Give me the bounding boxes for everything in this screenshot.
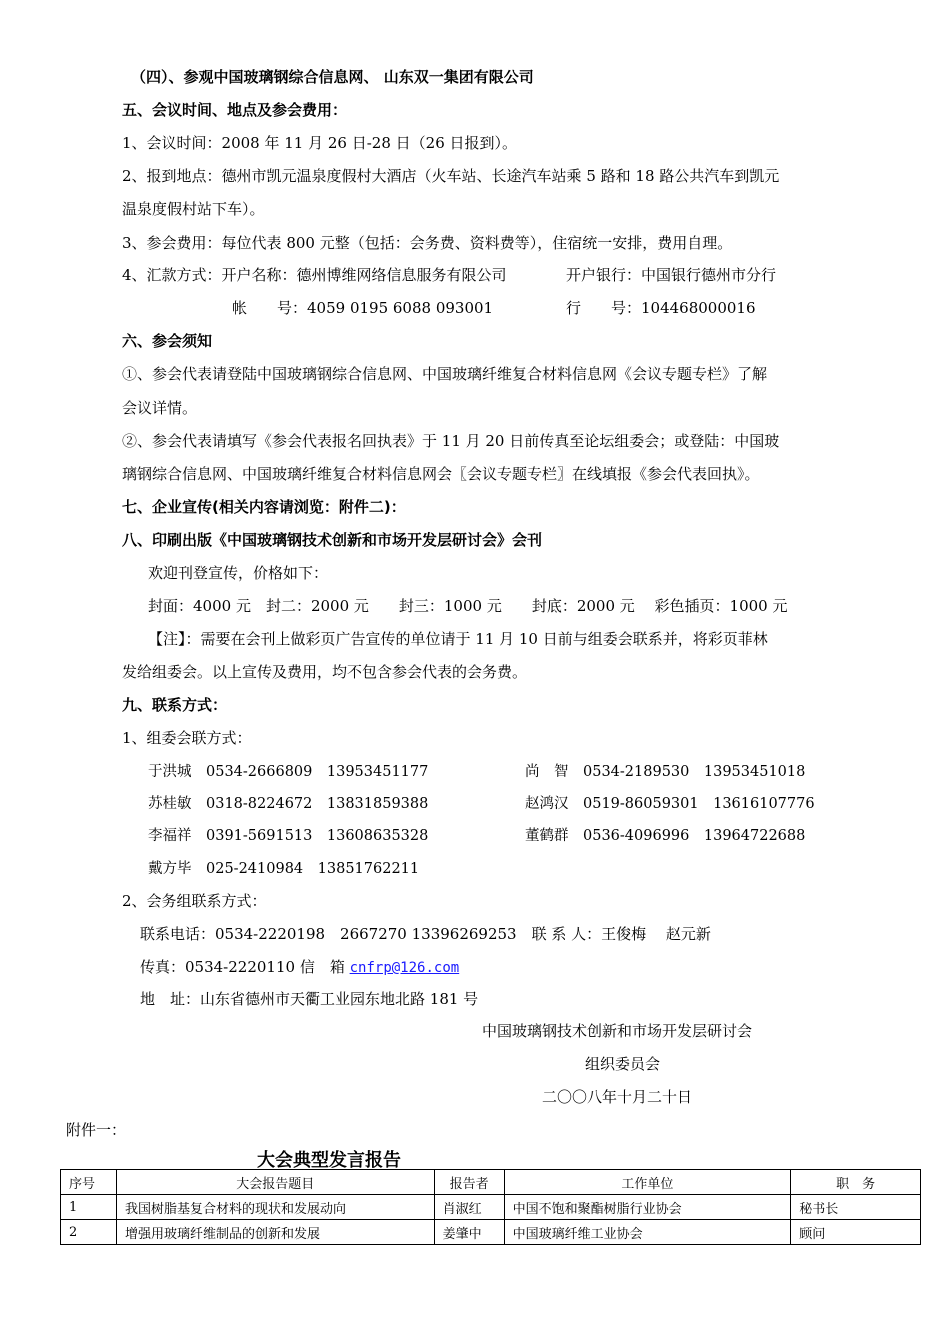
notice-2: ②、参会代表请填写《参会代表报名回执表》于 11 月 20 日前传真至论坛组委会；或登陆：中国玻 bbox=[122, 432, 780, 450]
contact-left-1: 于洪城 0534-2666809 13953451177 bbox=[148, 764, 429, 780]
attachment-label: 附件一： bbox=[66, 1121, 127, 1139]
cell-speaker: 肖淑红 bbox=[434, 1195, 504, 1220]
cell-position: 秘书长 bbox=[791, 1195, 921, 1220]
fax-text: 传真：0534-2220110 信 箱 bbox=[140, 958, 345, 976]
section-nine-heading: 九、联系方式： bbox=[122, 696, 228, 714]
office-fax bbox=[140, 956, 459, 977]
section-five-heading: 五、会议时间、地点及参会费用： bbox=[122, 101, 348, 119]
meeting-time: 1、会议时间：2008 年 11 月 26 日-28 日（26 日报到）。 bbox=[122, 134, 518, 152]
contact-left-2: 苏桂敏 0318-8224672 13831859388 bbox=[148, 796, 429, 812]
remit-account-no: 帐 号：4059 0195 6088 093001 bbox=[232, 299, 494, 317]
contact-right-2: 赵鸿汉 0519-86059301 13616107776 bbox=[525, 796, 815, 812]
ad-note: 【注】：需要在会刊上做彩页广告宣传的单位请于 11 月 10 日前与组委会联系并，将彩页菲林 bbox=[148, 630, 768, 648]
table-row bbox=[61, 1220, 921, 1245]
signature-committee: 组织委员会 bbox=[585, 1055, 661, 1073]
section-six-heading: 六、参会须知 bbox=[122, 332, 213, 350]
notice-1: ①、参会代表请登陆中国玻璃钢综合信息网、中国玻璃纤维复合材料信息网《会议专题专栏》了解 bbox=[122, 365, 768, 383]
office-address: 地 址：山东省德州市天衢工业园东地北路 181 号 bbox=[140, 990, 479, 1008]
meeting-fee: 3、参会费用：每位代表 800 元整（包括：会务费、资料费等），住宿统一安排，费用自理。 bbox=[122, 234, 733, 252]
office-tel: 联系电话：0534-2220198 2667270 13396269253 联 系 人：王俊梅 赵元新 bbox=[140, 925, 711, 943]
table-title: 大会典型发言报告 bbox=[257, 1150, 401, 1171]
cell-position: 顾问 bbox=[791, 1220, 921, 1245]
col-header-org: 工作单位 bbox=[504, 1170, 791, 1195]
report-table bbox=[60, 1169, 921, 1245]
signature-date: 二〇〇八年十月二十日 bbox=[542, 1088, 693, 1106]
remit-bank-no: 行 号：104468000016 bbox=[566, 299, 756, 317]
office-contact-heading: 2、会务组联系方式： bbox=[122, 892, 267, 910]
meeting-place-cont: 温泉度假村站下车）。 bbox=[122, 200, 265, 218]
remit-bank: 开户银行：中国银行德州市分行 bbox=[566, 266, 777, 284]
ad-note-cont: 发给组委会。以上宣传及费用，均不包含参会代表的会务费。 bbox=[122, 663, 528, 681]
cell-title: 我国树脂基复合材料的现状和发展动向 bbox=[116, 1195, 434, 1220]
ad-prices: 封面：4000 元 封二：2000 元 封三：1000 元 封底：2000 元 彩色插页：1000 元 bbox=[148, 597, 788, 615]
cell-org: 中国不饱和聚酯树脂行业协会 bbox=[504, 1195, 791, 1220]
cell-no: 2 bbox=[61, 1220, 117, 1245]
committee-contact-heading: 1、组委会联方式： bbox=[122, 729, 252, 747]
meeting-place: 2、报到地点：德州市凯元温泉度假村大酒店（火车站、长途汽车站乘 5 路和 18 路公共汽车到凯元 bbox=[122, 167, 780, 185]
cell-no: 1 bbox=[61, 1195, 117, 1220]
contact-right-3: 董鹤群 0536-4096996 13964722688 bbox=[525, 828, 806, 844]
col-header-no: 序号 bbox=[61, 1170, 117, 1195]
notice-1-cont: 会议详情。 bbox=[122, 399, 198, 417]
col-header-position: 职 务 bbox=[791, 1170, 921, 1195]
col-header-speaker: 报告者 bbox=[434, 1170, 504, 1195]
table-header-row bbox=[61, 1170, 921, 1195]
notice-2-cont: 璃钢综合信息网、中国玻璃纤维复合材料信息网会〖会议专题专栏〗在线填报《参会代表回执》。 bbox=[122, 465, 760, 483]
section-eight-heading: 八、印刷出版《中国玻璃钢技术创新和市场开发层研讨会》会刊 bbox=[122, 531, 543, 549]
contact-right-1: 尚 智 0534-2189530 13953451018 bbox=[525, 764, 806, 780]
cell-org: 中国玻璃纤维工业协会 bbox=[504, 1220, 791, 1245]
contact-left-3: 李福祥 0391-5691513 13608635328 bbox=[148, 828, 429, 844]
ad-welcome: 欢迎刊登宣传，价格如下： bbox=[148, 564, 329, 582]
contact-left-4: 戴方毕 025-2410984 13851762211 bbox=[148, 861, 420, 877]
remit-account-name: 4、汇款方式：开户名称：德州博维网络信息服务有限公司 bbox=[122, 266, 507, 284]
section-four-heading: （四）、参观中国玻璃钢综合信息网、 山东双一集团有限公司 bbox=[131, 68, 534, 86]
table-row bbox=[61, 1195, 921, 1220]
cell-title: 增强用玻璃纤维制品的创新和发展 bbox=[116, 1220, 434, 1245]
col-header-title: 大会报告题目 bbox=[116, 1170, 434, 1195]
signature-org: 中国玻璃钢技术创新和市场开发层研讨会 bbox=[482, 1022, 753, 1040]
cell-speaker: 姜肇中 bbox=[434, 1220, 504, 1245]
email-link[interactable]: cnfrp@126.com bbox=[349, 960, 460, 976]
section-seven-heading: 七、企业宣传(相关内容请浏览：附件二)： bbox=[122, 498, 406, 516]
